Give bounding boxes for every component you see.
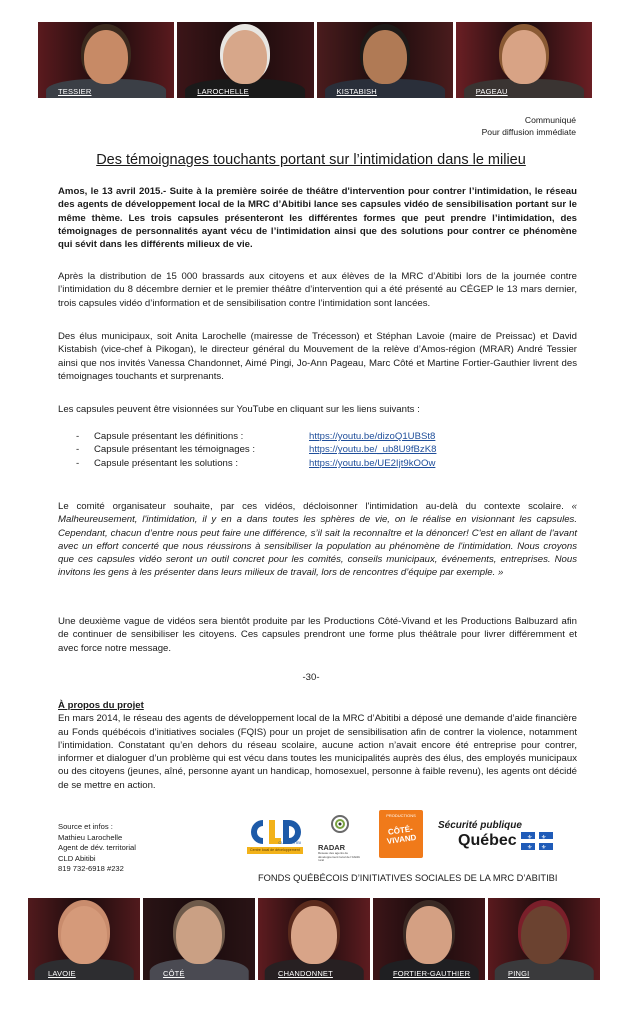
about-section: [58, 699, 577, 792]
video-links-list: [58, 430, 577, 470]
committee-quote: « Malheureusement, l'intimidation, il y en a dans toutes les sphères de vie, on le réalise en visionnant les capsules. Cependant, chacun d’entre nous peut faire une différence, s’il sait la reconnaître et la dénoncer! C'est en allant de l'avant avec un effort concerté que nous réussirons à sensibiliser la population au phénomène de l'intimidation. Nous croyons que ces capsules vidéo seront un outil concret pour les comités, conseils municipaux, événements, entreprises. Nous invitons les gens à les présenter dans leurs milieux de travail, lors de rencontres d’équipe par exemple. »: [58, 501, 577, 579]
logo-caption: Réseau des agents de développement local de l'Abitibi rural: [318, 851, 360, 863]
portrait-photo: [143, 898, 255, 980]
video-link-row: [58, 430, 577, 443]
portrait-photo: [177, 22, 313, 98]
page-title: Des témoignages touchants portant sur l’intimidation dans le milieu: [96, 152, 526, 168]
about-heading: À propos du projet: [58, 700, 144, 711]
logo-caption: Sécurité publique: [438, 820, 522, 831]
video-link-label: Capsule présentant les définitions :: [94, 431, 244, 442]
portrait-face: [502, 30, 546, 84]
paragraph-distribution: Après la distribution de 15 000 brassards aux citoyens et aux élèves de la MRC d’Abitibi lors de la journée contre l’intimidation du 8 décembre dernier et le premier théâtre d’intervention qui a été présenté au CÉGEP le 13 mars dernier, trois capsules vidéo d’information et de sensibilisation contre l’intimidation sont lancées.: [58, 271, 577, 309]
logo-caption: CLD ABITIBI: [278, 840, 301, 845]
contact-phone: 819 732-6918 #232: [58, 864, 124, 873]
cld-logo: [247, 814, 303, 856]
video-link-label: Capsule présentant les solutions :: [94, 457, 238, 469]
end-mark: -30-: [302, 672, 320, 683]
video-link-label: Capsule présentant les témoignages :: [94, 444, 256, 456]
list-bullet: -: [76, 431, 80, 442]
youtube-link-temoignages[interactable]: https://youtu.be/_ub8U9fBzK8: [309, 444, 437, 456]
cote-vivand-logo: [379, 810, 423, 858]
svg-text:⚜: ⚜: [526, 834, 533, 841]
video-link-row: [58, 443, 577, 456]
portrait-name-caption: PINGI: [508, 969, 530, 978]
top-photo-strip: [38, 22, 592, 98]
portrait-name-caption: LAROCHELLE: [197, 87, 249, 96]
contact-name: Mathieu Larochelle: [58, 832, 123, 842]
paragraph-participants: Des élus municipaux, soit Anita Larochelle (mairesse de Trécesson) et Stéphan Lavoie (maire de Preissac) et David Kistabish (vice-chef à Pikogan), le directeur général du Mouvement de la relève d’Amos-région (MRAR) André Tessier ainsi que nos invités Vanessa Chandonnet, Aimé Pingi, Jo-Ann Pageau, Marc Côté et Martine Fortier-Gauthier livrent des témoignages touchants et surprenants.: [58, 331, 577, 382]
bottom-photo-strip: [28, 898, 600, 980]
portrait-name-caption: TESSIER: [58, 87, 92, 96]
list-bullet: -: [76, 444, 80, 456]
contact-info: [58, 822, 136, 875]
portrait-photo: [38, 22, 174, 98]
radar-logo: [318, 814, 362, 863]
portrait-photo: [488, 898, 600, 980]
portrait-face: [223, 30, 267, 84]
video-link-row: [58, 457, 577, 470]
release-status: Pour diffusion immédiate: [481, 127, 576, 137]
paragraph-youtube-intro: Les capsules peuvent être visionnées sur YouTube en cliquant sur les liens suivants :: [58, 404, 420, 415]
list-bullet: -: [76, 457, 80, 469]
contact-line: Source et infos :: [58, 822, 113, 831]
portrait-face: [363, 30, 407, 84]
radar-icon: [318, 814, 362, 838]
portrait-name-caption: FORTIER-GAUTHIER: [393, 969, 471, 978]
logo-tagline: Centre local de développement: [250, 848, 300, 852]
paragraph-second-wave: Une deuxième vague de vidéos sera bientôt produite par les Productions Côté-Vivand et les Productions Balbuzard afin de continuer de sensibiliser les citoyens. Ces capsules prendront une forme plus théâtrale pour livrer différemment et avec force notre message.: [58, 616, 577, 654]
portrait-face: [406, 906, 452, 964]
portrait-photo: [317, 22, 453, 98]
portrait-name-caption: LAVOIE: [48, 969, 76, 978]
logo-wordmark: CÔTÉ-VIVAND: [386, 824, 417, 846]
quebec-logo: [438, 820, 564, 854]
logo-caption: PRODUCTIONS: [386, 813, 416, 818]
portrait-face: [291, 906, 337, 964]
logo-wordmark: Québec: [458, 832, 517, 849]
release-type: Communiqué: [524, 115, 576, 125]
svg-text:⚜: ⚜: [526, 844, 533, 850]
portrait-photo: [28, 898, 140, 980]
portrait-photo: [258, 898, 370, 980]
contact-org: CLD Abitibi: [58, 853, 96, 863]
youtube-link-solutions[interactable]: https://youtu.be/UE2Ijt9kOOw: [309, 457, 436, 469]
portrait-face: [84, 30, 128, 84]
about-text: En mars 2014, le réseau des agents de développement local de la MRC d’Abitibi a déposé une demande d’aide financière au Fonds québécois d’initiatives sociales (FQIS) pour un projet de sensibilisation afin de contrer la violence, notamment l’intimidation. Constatant qu’en dehors du réseau scolaire, aucune action n’avait encore été entreprise pour contrer, informer et dialoguer d’un problème qui est vécu dans toutes les municipalités auprès des élus, des employés municipaux ou des citoyens (jeunes, aîné, personne ayant un handicap, homosexuel, personne à faible revenu), les agents ont décidé de se mettre en action.: [58, 713, 577, 791]
portrait-name-caption: CÔTÉ: [163, 969, 185, 978]
quebec-wordmark-row: [438, 832, 564, 850]
logo-wordmark: RADAR: [318, 843, 346, 852]
press-release-header: [482, 114, 576, 138]
fleurdelise-flag-icon: [521, 832, 553, 850]
contact-role: Agent de dév. territorial: [58, 843, 136, 852]
portrait-name-caption: KISTABISH: [336, 87, 377, 96]
portrait-face: [61, 906, 107, 964]
portrait-face: [176, 906, 222, 964]
youtube-link-definitions[interactable]: https://youtu.be/dizoQ1UBSt8: [309, 431, 436, 442]
portrait-name-caption: PAGEAU: [475, 87, 508, 96]
portrait-photo: [373, 898, 485, 980]
lead-paragraph: Amos, le 13 avril 2015.- Suite à la première soirée de théâtre d'intervention pour contrer l’intimidation, le réseau des agents de développement local de la MRC d’Abitibi lance ses capsules vidéo de sensibilisation portant sur le même thème. Les trois capsules présenteront les différentes formes que peut prendre l’intimidation, des témoignages de personnalités ayant vécu de l’intimidation ainsi que des solutions pour contrer ce phénomène qui sévit dans les différents milieux de vie.: [58, 186, 577, 251]
paragraph-committee: [58, 500, 577, 580]
portrait-photo: [456, 22, 592, 98]
portrait-name-caption: CHANDONNET: [278, 969, 333, 978]
committee-statement: Le comité organisateur souhaite, par ces vidéos, décloisonner l'intimidation au-delà du contexte scolaire.: [58, 501, 564, 512]
svg-text:⚜: ⚜: [540, 844, 547, 850]
fonds-caption: FONDS QUÉBÉCOIS D’INITIATIVES SOCIALES DE LA MRC D’ABITIBI: [258, 873, 558, 883]
portrait-face: [521, 906, 567, 964]
svg-text:⚜: ⚜: [540, 834, 547, 841]
